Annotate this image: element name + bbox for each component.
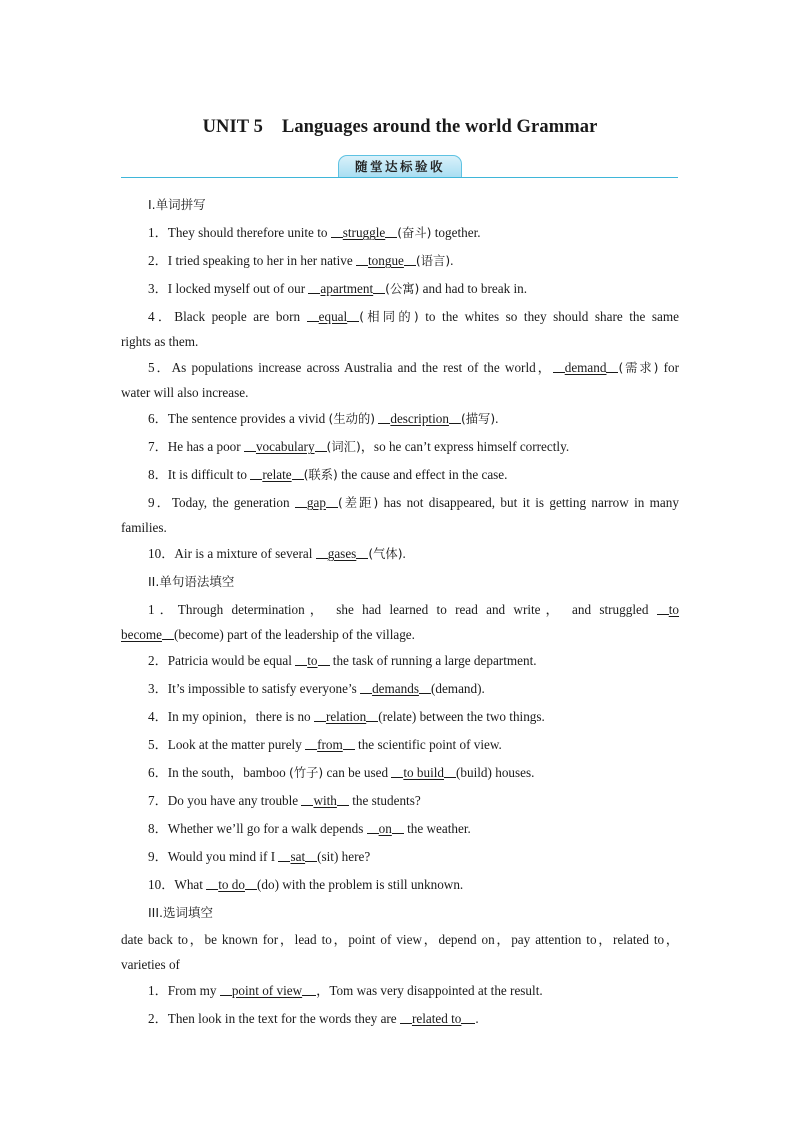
item-text: Do you have any trouble <box>167 793 302 808</box>
s2-item-4 <box>148 708 679 726</box>
item-text: In the south，bamboo <box>167 765 290 780</box>
s1-item-1 <box>148 224 679 242</box>
item-number: 9． <box>148 495 172 510</box>
s1-item-8 <box>148 466 679 484</box>
answer: from <box>317 737 343 752</box>
item-text: As populations increase across Australia and the rest of the world， <box>171 360 553 375</box>
hint: (demand) <box>430 681 482 696</box>
s3-item-2 <box>148 1010 679 1028</box>
answer: with <box>313 793 337 808</box>
answer: gap <box>306 495 326 510</box>
s1-item-7 <box>148 438 679 456</box>
answer: demands <box>372 681 419 696</box>
item-text: Patricia would be equal <box>167 653 296 668</box>
section-3-heading: III.选词填空 <box>148 905 214 920</box>
s2-item-8 <box>148 820 679 838</box>
item-number: 1． <box>148 225 168 240</box>
answer: relation <box>325 709 367 724</box>
item-number: 8． <box>148 467 168 482</box>
s2-item-3 <box>148 680 679 698</box>
hint: (become) <box>174 627 224 642</box>
hint: (生动的) <box>328 412 376 426</box>
item-text: . <box>481 681 485 696</box>
item-text: between the two things. <box>416 709 545 724</box>
item-number: 9． <box>148 849 168 864</box>
item-number: 3． <box>148 681 168 696</box>
section-2-heading: II.单句语法填空 <box>148 574 235 589</box>
s1-item-5 <box>148 359 679 377</box>
item-number: 3． <box>148 281 168 296</box>
item-text: It’s impossible to satisfy everyone’s <box>167 681 361 696</box>
s2-item-9 <box>148 848 679 866</box>
s3-item-1 <box>148 982 679 1000</box>
answer: vocabulary <box>255 439 315 454</box>
section-banner: 随堂达标验收 <box>338 155 462 177</box>
s1-item-3 <box>148 280 679 298</box>
answer-cont: become <box>121 627 163 642</box>
item-text: In my opinion，there is no <box>167 709 314 724</box>
item-text: Today, the generation <box>171 495 295 510</box>
item-number: 7． <box>148 439 168 454</box>
item-text: From my <box>167 983 220 998</box>
item-text: They should therefore unite to <box>167 225 331 240</box>
s1-item-9 <box>148 494 679 512</box>
item-number: 6． <box>148 765 168 780</box>
item-text: Air is a mixture of several <box>174 546 316 561</box>
item-text: Through determination， she had learned to read and write， and struggled <box>177 602 657 617</box>
item-text: the cause and effect in the case. <box>337 467 508 482</box>
item-number: 5． <box>148 360 172 375</box>
item-text: here? <box>338 849 371 864</box>
s1-item-6 <box>148 410 679 428</box>
hint: (奋斗) <box>397 226 432 240</box>
item-text: has not disappeared, but it is getting narrow in many <box>378 495 679 510</box>
item-number: 2． <box>148 253 168 268</box>
s1-item-4 <box>148 308 679 326</box>
word-bank-line-2: varieties of <box>121 957 180 972</box>
hint: (do) <box>256 877 279 892</box>
hint: (语言) <box>415 254 451 268</box>
hint: (sit) <box>317 849 339 864</box>
s2-item-10 <box>148 876 679 894</box>
answer: sat <box>290 849 306 864</box>
item-number: 8． <box>148 821 168 836</box>
item-text: . <box>402 546 406 561</box>
item-number: 6． <box>148 411 168 426</box>
item-text: part of the leadership of the village. <box>223 627 415 642</box>
item-text: Whether we’ll go for a walk depends <box>167 821 367 836</box>
item-text: the weather. <box>403 821 471 836</box>
s2-item-7 <box>148 792 679 810</box>
answer: gases <box>327 546 357 561</box>
item-text: Would you mind if I <box>167 849 279 864</box>
item-text: with the problem is still unknown. <box>278 877 464 892</box>
item-number: 2． <box>148 1011 168 1026</box>
answer: to build <box>403 765 445 780</box>
item-text: Black people are born <box>174 309 307 324</box>
page-title: UNIT 5 Languages around the world Grammar <box>202 117 598 137</box>
hint: (词汇) <box>326 440 361 454</box>
item-text: for <box>658 360 679 375</box>
item-number: 10． <box>148 877 175 892</box>
item-number: 1． <box>148 602 178 617</box>
item-text: ，so he can’t express himself correctly. <box>360 439 570 454</box>
answer: tongue <box>368 253 404 268</box>
s1-item-10 <box>148 545 679 563</box>
hint: (需求) <box>618 361 659 375</box>
item-text: Then look in the text for the words they are <box>167 1011 400 1026</box>
answer: point of view <box>231 983 303 998</box>
hint: (相同的) <box>359 310 419 324</box>
item-number: 1． <box>148 983 168 998</box>
item-number: 4． <box>148 709 168 724</box>
hint: (气体) <box>368 547 403 561</box>
answer: demand <box>564 360 607 375</box>
answer: struggle <box>342 225 386 240</box>
hint: (描写) <box>460 412 496 426</box>
item-number: 10． <box>148 546 175 561</box>
answer: on <box>378 821 392 836</box>
hint: (公寓) <box>385 282 420 296</box>
item-text: He has a poor <box>167 439 244 454</box>
item-text: the students? <box>348 793 421 808</box>
hint: (竹子) <box>289 766 324 780</box>
item-number: 5． <box>148 737 168 752</box>
item-text: the scientific point of view. <box>354 737 502 752</box>
item-text: I tried speaking to her in her native <box>167 253 357 268</box>
hint: (联系) <box>303 468 338 482</box>
item-text: . <box>475 1011 479 1026</box>
answer: related to <box>411 1011 462 1026</box>
item-text: . <box>450 253 454 268</box>
item-number: 7． <box>148 793 168 808</box>
item-text: together. <box>431 225 481 240</box>
item-text: What <box>174 877 207 892</box>
s2-item-6 <box>148 764 679 782</box>
answer: to <box>668 602 680 617</box>
answer: to do <box>218 877 245 892</box>
s1-item-4-cont: rights as them. <box>121 334 199 349</box>
answer: apartment <box>320 281 374 296</box>
answer: description <box>390 411 449 426</box>
word-bank-line-1: date back to，be known for，lead to，point of view，depend on，pay attention to，related to， <box>121 932 679 947</box>
item-number: 4． <box>148 309 175 324</box>
item-text: The sentence provides a vivid <box>167 411 329 426</box>
item-text: and had to break in. <box>419 281 528 296</box>
item-number: 2． <box>148 653 168 668</box>
s1-item-9-cont: families. <box>121 520 167 535</box>
hint: (build) <box>456 765 492 780</box>
hint: (差距) <box>337 496 379 510</box>
answer: to <box>307 653 318 668</box>
answer: relate <box>262 467 292 482</box>
s2-item-1 <box>148 601 679 619</box>
hint: (relate) <box>378 709 417 724</box>
item-text: the task of running a large department. <box>329 653 537 668</box>
item-text: It is difficult to <box>167 467 251 482</box>
item-text: Look at the matter purely <box>167 737 306 752</box>
section-1-heading: I.单词拼写 <box>148 197 206 212</box>
s1-item-2 <box>148 252 679 270</box>
item-text: to the whites so they should share the same <box>418 309 680 324</box>
banner-divider <box>121 177 678 178</box>
s2-item-2 <box>148 652 679 670</box>
s2-item-1-cont <box>121 626 679 644</box>
s2-item-5 <box>148 736 679 754</box>
item-text: houses. <box>491 765 535 780</box>
s1-item-5-cont: water will also increase. <box>121 385 249 400</box>
answer: equal <box>318 309 348 324</box>
item-text: . <box>495 411 499 426</box>
item-text: ，Tom was very disappointed at the result. <box>316 983 543 998</box>
item-text: I locked myself out of our <box>167 281 309 296</box>
item-text: can be used <box>323 765 392 780</box>
